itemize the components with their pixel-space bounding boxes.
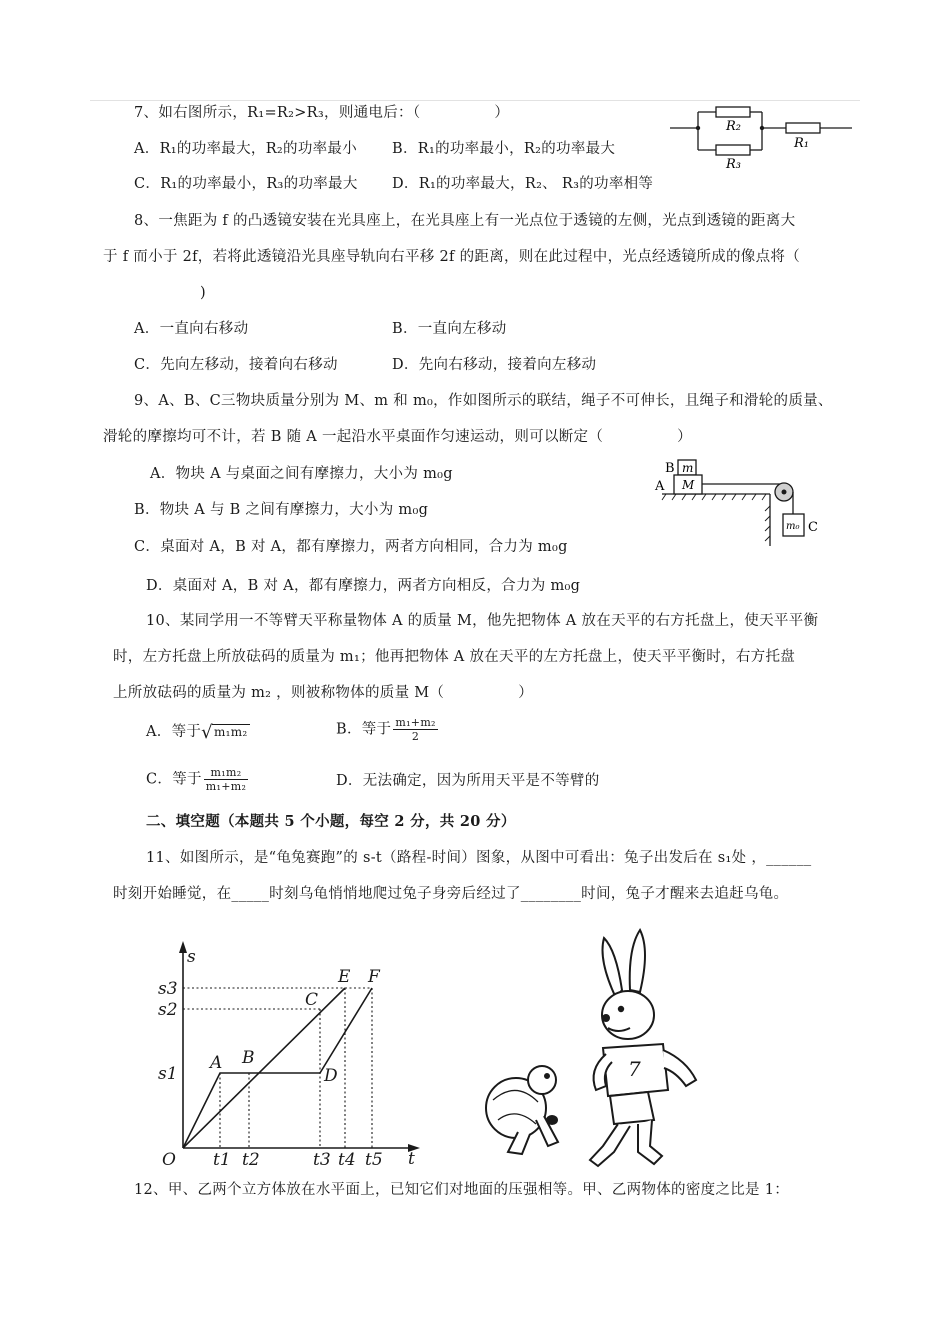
label-M: M xyxy=(682,478,695,492)
q11-line-1: 11、如图所示，是“龟兔赛跑”的 s-t（路程-时间）图象，从图中可看出：兔子出发后在 s₁处 ，______ xyxy=(146,850,812,866)
label-b: B xyxy=(665,461,675,476)
q7-option-c: C．R₁的功率最小，R₃的功率最大 xyxy=(134,176,358,192)
q8-option-b: B．一直向左移动 xyxy=(392,321,507,337)
y-axis-arrow xyxy=(179,941,187,953)
q10-option-d: D．无法确定，因为所用天平是不等臂的 xyxy=(336,773,600,789)
fraction-denominator: 2 xyxy=(411,730,420,743)
q10-line-2: 时，左方托盘上所放砝码的质量为 m₁；他再把物体 A 放在天平的左方托盘上，使天平平衡时，右方托盘 xyxy=(113,649,796,665)
tortoise-rabbit-illustration xyxy=(478,920,708,1170)
rabbit-icon xyxy=(590,930,696,1166)
q10-line-3: 上所放砝码的质量为 m₂ ，则被称物体的质量 M（ ） xyxy=(113,685,534,701)
jersey-number-glyph: 7 xyxy=(628,1057,641,1081)
q7-circuit-diagram xyxy=(668,104,858,174)
label-r2: R₂ xyxy=(726,119,741,134)
q7-option-d: D．R₁的功率最大，R₂、 R₃的功率相等 xyxy=(392,176,654,192)
tortoise-icon xyxy=(486,1066,558,1154)
tick-t3: t3 xyxy=(313,1150,331,1170)
q11-st-graph xyxy=(150,938,435,1168)
label-r3: R₃ xyxy=(726,157,741,172)
resistor-r1 xyxy=(786,123,820,133)
tick-t5: t5 xyxy=(365,1150,383,1170)
q9-line-2: 滑轮的摩擦均可不计，若 B 随 A 一起沿水平桌面作匀速运动，则可以断定（ ） xyxy=(103,429,692,445)
q9-option-a: A．物块 A 与桌面之间有摩擦力，大小为 m₀g xyxy=(150,466,453,482)
page-top-rule xyxy=(90,100,860,101)
q11-line-2: 时刻开始睡觉，在_____时刻乌龟悄悄地爬过兔子身旁后经过了________时间，兔子才醒来去追赶乌龟。 xyxy=(113,886,789,902)
q8-option-d: D．先向右移动，接着向左移动 xyxy=(392,357,597,373)
q10-option-b xyxy=(336,716,440,743)
tick-s3: s3 xyxy=(158,979,178,999)
point-d: D xyxy=(324,1066,338,1086)
q10-option-b-prefix: B．等于 xyxy=(336,721,392,738)
q9-line-1: 9、A、B、C三物块质量分别为 M、m 和 m₀，作如图所示的联结，绳子不可伸长，且绳子和滑轮的质量、 xyxy=(134,393,833,409)
sqrt-icon: √ xyxy=(201,722,213,743)
fraction-numerator: m₁m₂ xyxy=(204,766,248,780)
resistor-r3 xyxy=(716,145,750,155)
tick-t2: t2 xyxy=(242,1150,260,1170)
q9-option-b: B．物块 A 与 B 之间有摩擦力，大小为 m₀g xyxy=(134,502,429,518)
q8-line-1: 8、一焦距为 f 的凸透镜安装在光具座上，在光具座上有一光点位于透镜的左侧，光点到透镜的距离大 xyxy=(134,213,796,229)
q7-option-a: A．R₁的功率最大，R₂的功率最小 xyxy=(134,141,358,157)
q9-option-c: C．桌面对 A，B 对 A，都有摩擦力，两者方向相同，合力为 m₀g xyxy=(134,539,568,555)
q7-option-b: B．R₁的功率最小，R₂的功率最大 xyxy=(392,141,616,157)
tick-s2: s2 xyxy=(158,1000,178,1020)
fraction-numerator: m₁+m₂ xyxy=(395,716,436,729)
q8-line-3: ) xyxy=(200,285,206,301)
q10-option-a xyxy=(146,722,250,743)
resistor-r2 xyxy=(716,107,750,117)
label-m0: m₀ xyxy=(786,521,800,532)
point-b: B xyxy=(242,1048,255,1068)
section-2-heading: 二、填空题（本题共 5 个小题，每空 2 分，共 20 分） xyxy=(146,813,516,830)
tortoise-line xyxy=(183,988,345,1148)
q10-option-c-fraction xyxy=(204,766,248,793)
q8-option-c: C．先向左移动，接着向右移动 xyxy=(134,357,338,373)
label-m: m xyxy=(682,461,694,475)
origin-label: O xyxy=(162,1150,176,1170)
q9-option-d: D．桌面对 A，B 对 A，都有摩擦力，两者方向相反，合力为 m₀g xyxy=(146,578,581,594)
axis-label-t: t xyxy=(408,1149,415,1169)
q9-pulley-diagram xyxy=(652,456,827,548)
q12-line-1: 12、甲、乙两个立方体放在水平面上，已知它们对地面的压强相等。甲、乙两物体的密度之比是 1： xyxy=(134,1182,790,1198)
q10-option-a-prefix: A．等于 xyxy=(146,724,202,740)
point-a: A xyxy=(210,1053,223,1073)
point-f: F xyxy=(368,967,380,987)
q10-option-c-prefix: C．等于 xyxy=(146,771,202,788)
q7-stem: 7、如右图所示，R₁=R₂>R₃，则通电后：（ ） xyxy=(134,105,510,121)
label-r1: R₁ xyxy=(794,136,809,151)
q8-line-2: 于 f 而小于 2f，若将此透镜沿光具座导轨向右平移 2f 的距离，则在此过程中，光点经透镜所成的像点将（ xyxy=(103,249,800,265)
q10-option-a-radicand: m₁m₂ xyxy=(213,725,248,739)
point-c: C xyxy=(305,990,319,1010)
label-c: C xyxy=(808,520,818,535)
q10-line-1: 10、某同学用一不等臂天平称量物体 A 的质量 M，他先把物体 A 放在天平的右方托盘上，使天平平衡 xyxy=(146,613,819,629)
tick-s1: s1 xyxy=(158,1064,178,1084)
q10-option-b-fraction xyxy=(393,716,437,743)
q10-option-c xyxy=(146,766,250,793)
q8-option-a: A．一直向右移动 xyxy=(134,321,249,337)
tick-t1: t1 xyxy=(213,1150,231,1170)
point-e: E xyxy=(338,967,351,987)
axis-label-s: s xyxy=(187,947,196,967)
fraction-denominator: m₁+m₂ xyxy=(205,780,247,793)
tick-t4: t4 xyxy=(338,1150,356,1170)
label-a: A xyxy=(655,479,665,494)
